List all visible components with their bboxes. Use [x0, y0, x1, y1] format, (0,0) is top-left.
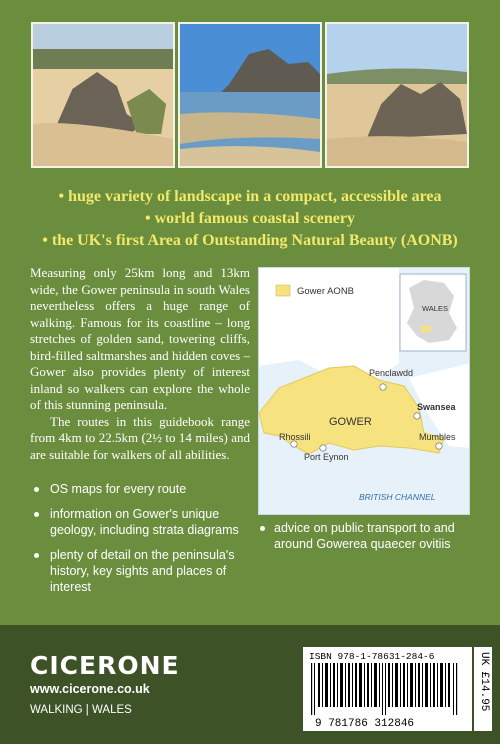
- place-penclawdd: Penclawdd: [369, 368, 414, 378]
- feature-list: [30, 481, 252, 604]
- legend-label: Gower AONB: [297, 286, 355, 297]
- highlight-1: • huge variety of landscape in a compact, accessible area: [58, 188, 442, 205]
- sea-label: BRITISH CHANNEL: [359, 492, 436, 502]
- feature-item: advice on public transport to and around Gowerea quaecer ovitiis: [258, 520, 478, 552]
- feature-item: OS maps for every route: [30, 481, 252, 497]
- feature-item: plenty of detail on the peninsula's history, key sights and places of interest: [30, 547, 252, 595]
- barcode-digits: 9 781786 312846: [315, 718, 415, 730]
- beach-photo-3: [325, 22, 469, 168]
- place-rhossili: Rhossili: [279, 432, 311, 442]
- barcode-image: [303, 647, 472, 731]
- inset-label: WALES: [422, 304, 448, 313]
- intro-paragraph-1: Measuring only 25km long and 13km wide, the Gower peninsula in south Wales nevertheless offers a huge range of walking. Famous for its coastline – long stretches of golden sand, towering cliffs, bird-filled saltmarshes and hidden coves – Gower also provides plenty of interest inland so walkers can explore the whole of this stunning peninsula.: [30, 265, 250, 412]
- highlight-3: • the UK's first Area of Outstanding Natural Beauty (AONB): [42, 232, 458, 249]
- feature-list-right: [258, 520, 478, 552]
- publisher-url[interactable]: www.cicerone.co.uk: [30, 682, 150, 696]
- barcode-panel: [303, 647, 472, 731]
- series-label: WALKING | WALES: [30, 704, 132, 716]
- isbn-number: ISBN 978-1-78631-284-6: [309, 651, 435, 662]
- highlight-2: • world famous coastal scenery: [144, 210, 355, 227]
- beach-photo-1: [31, 22, 175, 168]
- gower-map: [258, 267, 470, 515]
- legend-swatch: [276, 285, 290, 296]
- place-swansea: Swansea: [417, 402, 456, 412]
- publisher-logo: CICERONE: [30, 651, 180, 680]
- intro-paragraph-2: The routes in this guidebook range from 4km to 22.5km (2½ to 14 miles) and are suitable for walkers of all abilities.: [30, 413, 250, 462]
- region-label: GOWER: [329, 416, 372, 428]
- beach-photo-2: [178, 22, 322, 168]
- place-mumbles: Mumbles: [419, 432, 456, 442]
- price-label: UK £14.95: [478, 652, 490, 712]
- photo-strip: [31, 22, 469, 168]
- place-port-eynon: Port Eynon: [304, 452, 349, 462]
- feature-item: information on Gower's unique geology, including strata diagrams: [30, 506, 252, 538]
- intro-text: [30, 265, 250, 463]
- highlights: [0, 186, 500, 252]
